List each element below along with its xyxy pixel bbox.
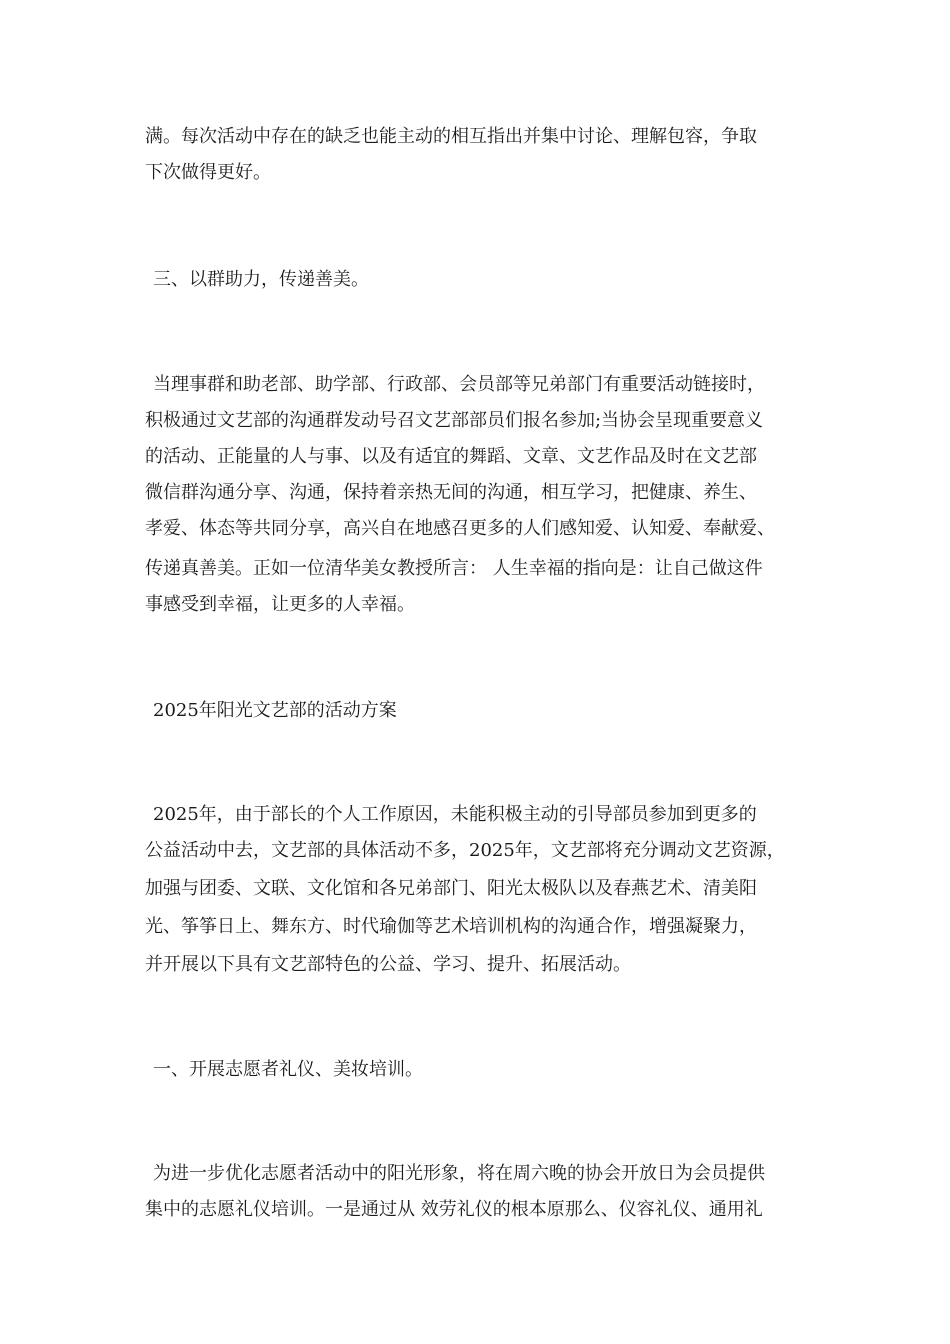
body-text-line: 孝爱、体态等共同分享，高兴自在地感召更多的人们感知爱、认知爱、奉献爱、 (145, 518, 775, 539)
body-text-line: 下次做得更好。 (145, 162, 271, 183)
body-text-line: 当理事群和助老部、助学部、行政部、会员部等兄弟部门有重要活动链接时， (153, 374, 765, 395)
body-text-line: 积极通过文艺部的沟通群发动号召文艺部部员们报名参加;当协会呈现重要意义 (145, 410, 764, 431)
body-text-line: 微信群沟通分享、沟通，保持着亲热无间的沟通，相互学习，把健康、养生、 (145, 482, 757, 503)
body-text-line: 传递真善美。正如一位清华美女教授所言： 人生幸福的指向是：让自己做这件 (145, 558, 763, 579)
body-text-line: 光、筝筝日上、舞东方、时代瑜伽等艺术培训机构的沟通合作，增强凝聚力， (145, 916, 757, 937)
section-heading-1: 一、开展志愿者礼仪、美妆培训。 (153, 1059, 423, 1080)
body-text-line: 集中的志愿礼仪培训。一是通过从 效劳礼仪的根本原那么、仪容礼仪、通用礼 (145, 1199, 763, 1220)
body-text-line: 的活动、正能量的人与事、以及有适宜的舞蹈、文章、文艺作品及时在文艺部 (145, 446, 757, 467)
document-title: 2025年阳光文艺部的活动方案 (153, 700, 397, 721)
body-text-line: 满。每次活动中存在的缺乏也能主动的相互指出并集中讨论、理解包容，争取 (145, 126, 757, 147)
body-text-line: 2025年，由于部长的个人工作原因，未能积极主动的引导部员参加到更多的 (153, 804, 757, 825)
body-text-line: 公益活动中去，文艺部的具体活动不多，2025年，文艺部将充分调动文艺资源， (145, 840, 785, 861)
body-text-line: 加强与团委、文联、文化馆和各兄弟部门、阳光太极队以及春燕艺术、清美阳 (145, 878, 757, 899)
body-text-line: 为进一步优化志愿者活动中的阳光形象，将在周六晚的协会开放日为会员提供 (153, 1163, 765, 1184)
section-heading-3: 三、以群助力，传递善美。 (153, 269, 369, 290)
body-text-line: 并开展以下具有文艺部特色的公益、学习、提升、拓展活动。 (145, 954, 631, 975)
body-text-line: 事感受到幸福，让更多的人幸福。 (145, 594, 415, 615)
